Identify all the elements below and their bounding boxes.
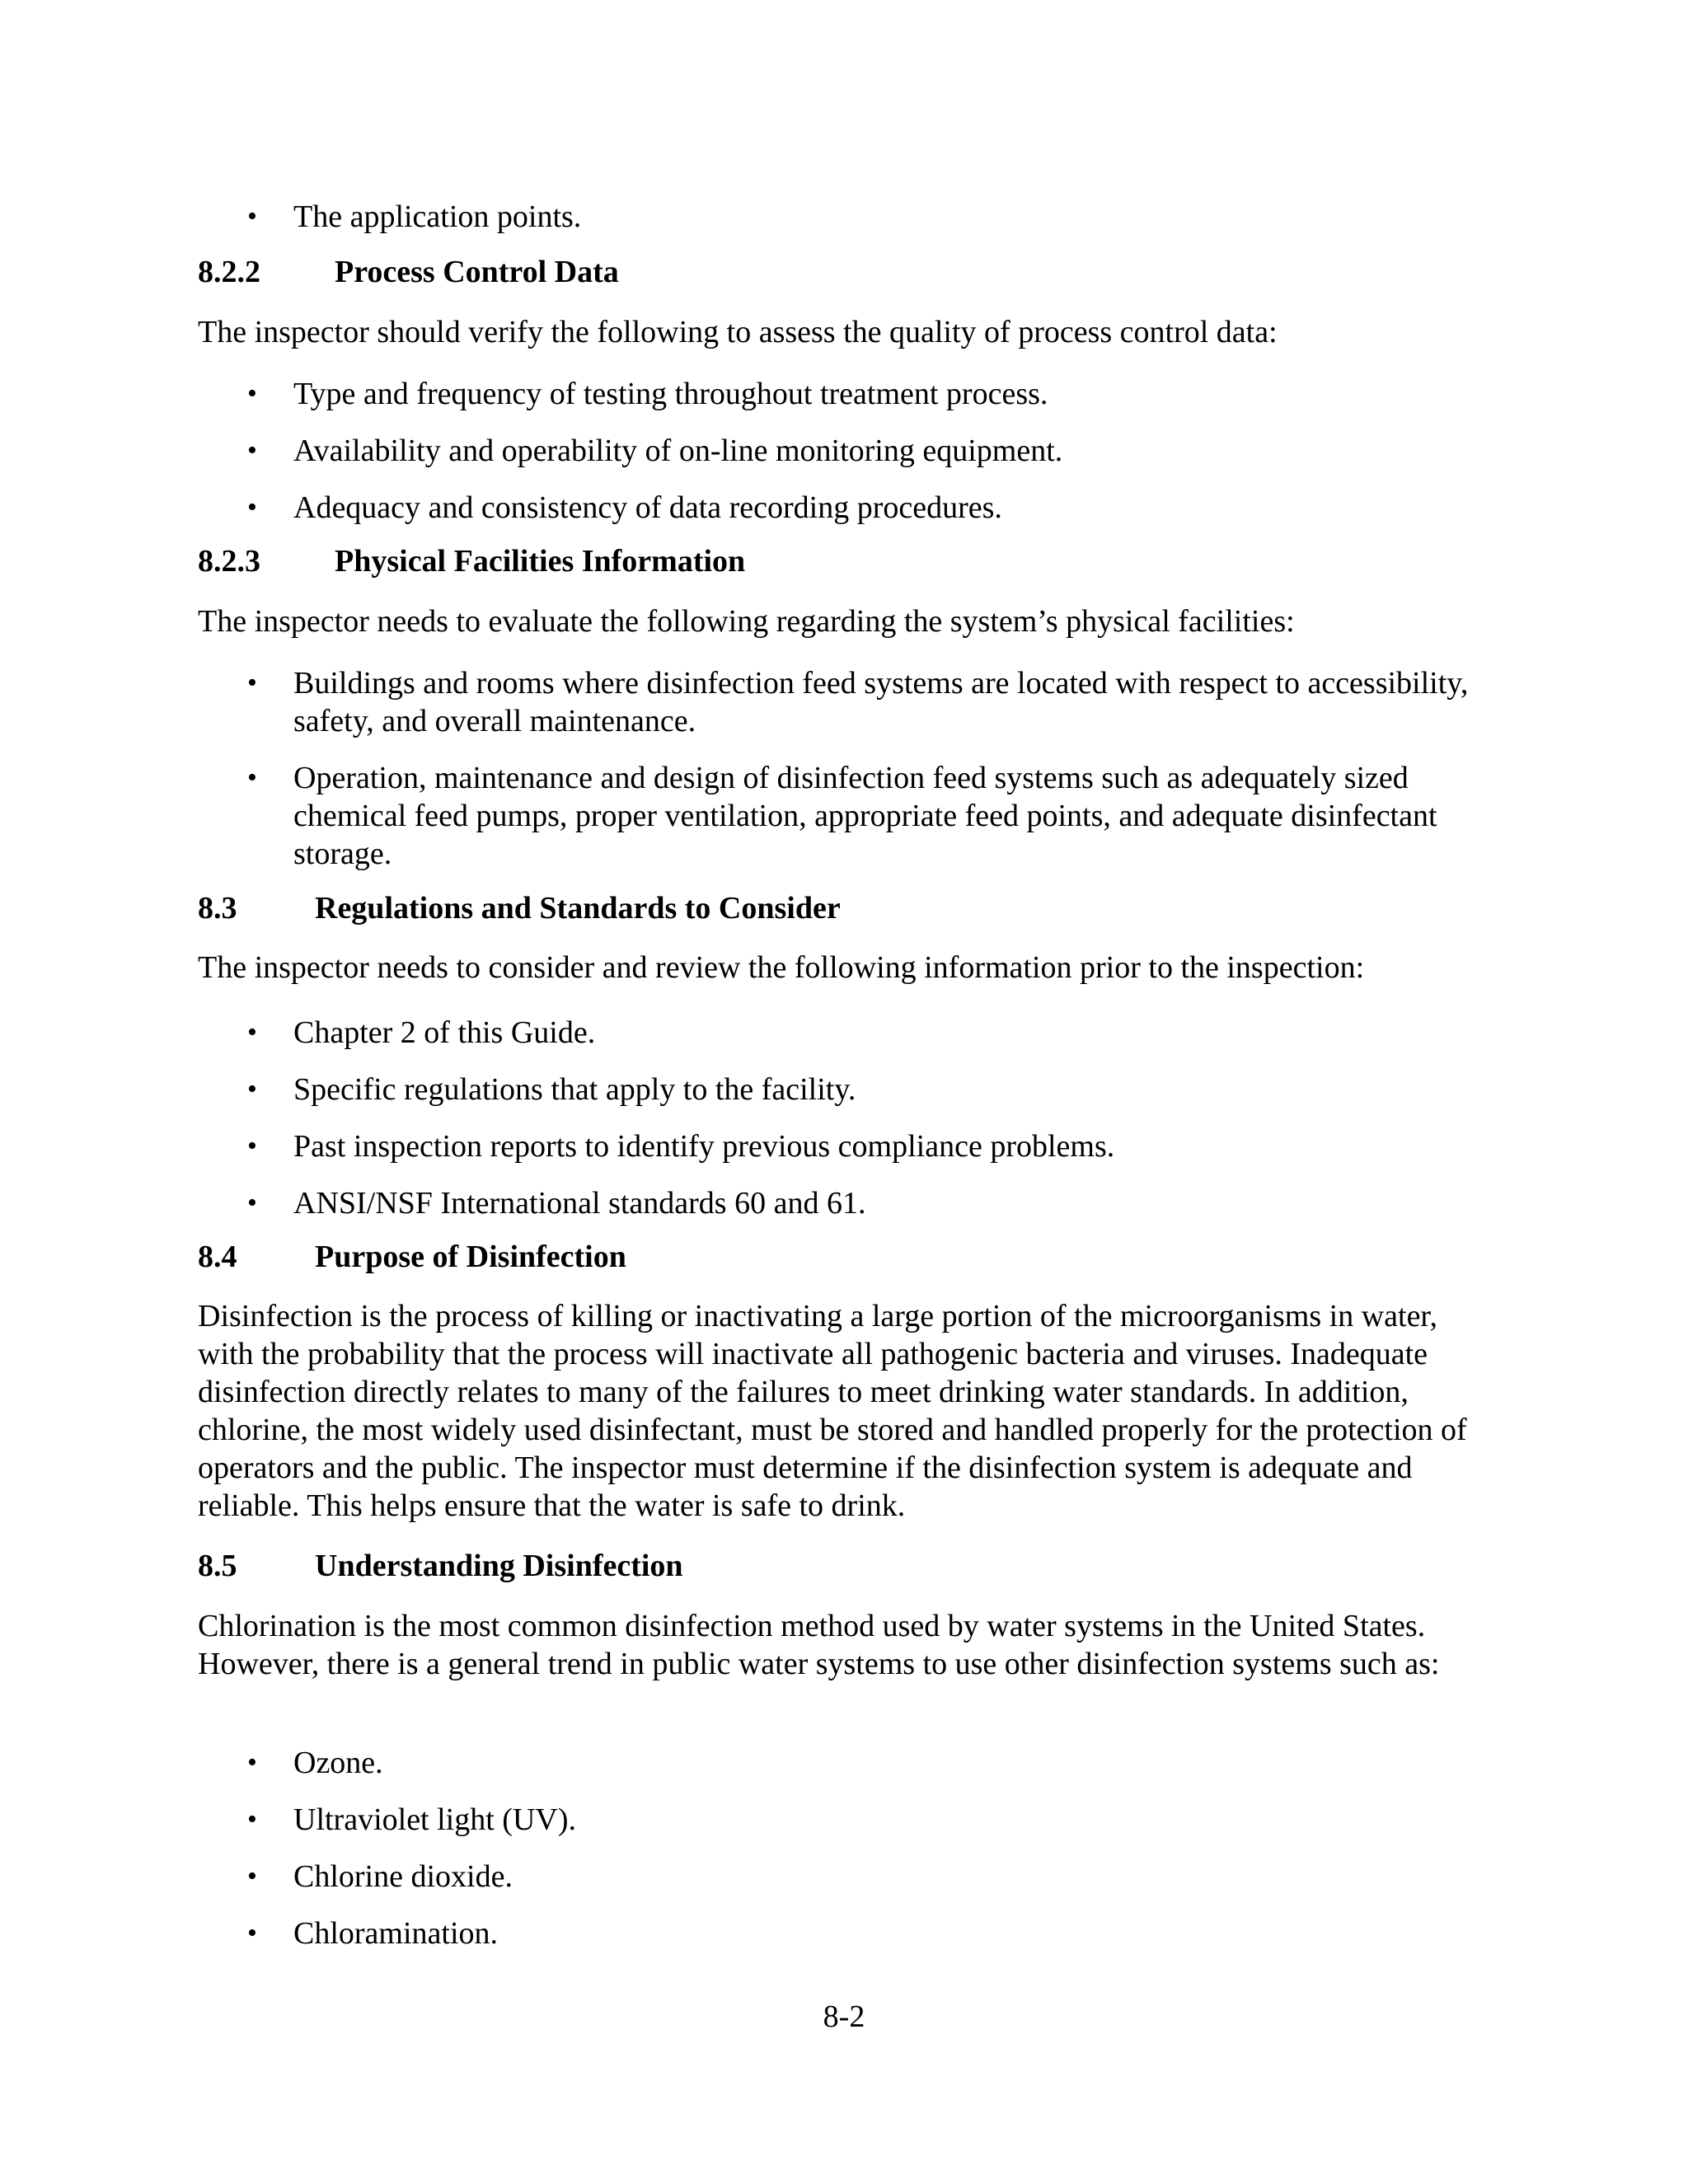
- bullet-glyph: •: [247, 1918, 257, 1948]
- section-title: Process Control Data: [335, 255, 619, 289]
- list-item-text: Chloramination.: [293, 1916, 499, 1951]
- section-title: Purpose of Disinfection: [315, 1240, 626, 1274]
- list-item-text: Adequacy and consistency of data recording procedures.: [293, 490, 1002, 525]
- section-title: Physical Facilities Information: [335, 544, 746, 579]
- list-item-text: Type and frequency of testing throughout treatment process.: [293, 377, 1048, 411]
- section-paragraph: Disinfection is the process of killing or inactivating a large portion of the microorganisms in water, with the probability that the process will inactivate all pathogenic bacteria and viruses. Inadequate disinfection directly relates to many of the failures to meet drinking water standards. In addition, chlorine, the most widely used disinfectant, must be stored and handled properly for the protection of operators and the public. The inspector must determine if the disinfection system is adequate and reliable. This helps ensure that the water is safe to drink.: [198, 1299, 1467, 1523]
- section-number: 8.3: [198, 891, 237, 926]
- section-title: Regulations and Standards to Consider: [315, 891, 841, 926]
- list-item-text: The application points.: [293, 199, 582, 234]
- bullet-glyph: •: [247, 668, 257, 698]
- list-item-text: Chapter 2 of this Guide.: [293, 1015, 596, 1050]
- bullet-glyph: •: [247, 1131, 257, 1161]
- section-title: Understanding Disinfection: [315, 1549, 683, 1583]
- list-item-text: Specific regulations that apply to the facility.: [293, 1072, 856, 1107]
- list-item-text: Availability and operability of on-line monitoring equipment.: [293, 434, 1063, 468]
- list-item-text: ANSI/NSF International standards 60 and 61.: [293, 1186, 866, 1221]
- bullet-glyph: •: [247, 1188, 257, 1218]
- list-item-text: Chlorine dioxide.: [293, 1859, 513, 1894]
- list-item-text: Past inspection reports to identify previous compliance problems.: [293, 1129, 1115, 1164]
- bullet-glyph: •: [247, 1074, 257, 1104]
- list-item-text: Buildings and rooms where disinfection feed systems are located with respect to accessibility, safety, and overall maintenance.: [293, 666, 1469, 738]
- list-item-text: Operation, maintenance and design of disinfection feed systems such as adequately sized chemical feed pumps, proper ventilation, appropriate feed points, and adequate disinfectant storage.: [293, 761, 1437, 871]
- list-item-text: Ultraviolet light (UV).: [293, 1802, 576, 1837]
- section-number: 8.2.2: [198, 255, 260, 289]
- bullet-glyph: •: [247, 378, 257, 409]
- page-number: 8-2: [823, 1999, 865, 2034]
- bullet-glyph: •: [247, 435, 257, 466]
- section-intro: The inspector needs to evaluate the following regarding the system’s physical facilities:: [198, 604, 1295, 639]
- section-intro: The inspector needs to consider and review the following information prior to the inspection:: [198, 950, 1365, 985]
- bullet-glyph: •: [247, 492, 257, 523]
- section-number: 8.4: [198, 1240, 237, 1274]
- bullet-glyph: •: [247, 1017, 257, 1047]
- list-item-text: Ozone.: [293, 1746, 383, 1780]
- bullet-glyph: •: [247, 1804, 257, 1835]
- section-number: 8.2.3: [198, 544, 260, 579]
- section-paragraph: Chlorination is the most common disinfection method used by water systems in the United States. However, there is a general trend in public water systems to use other disinfection systems such as:: [198, 1609, 1440, 1681]
- bullet-glyph: •: [247, 1747, 257, 1778]
- bullet-glyph: •: [247, 201, 257, 232]
- bullet-glyph: •: [247, 762, 257, 793]
- bullet-glyph: •: [247, 1861, 257, 1891]
- section-intro: The inspector should verify the following to assess the quality of process control data:: [198, 315, 1278, 349]
- section-number: 8.5: [198, 1549, 237, 1583]
